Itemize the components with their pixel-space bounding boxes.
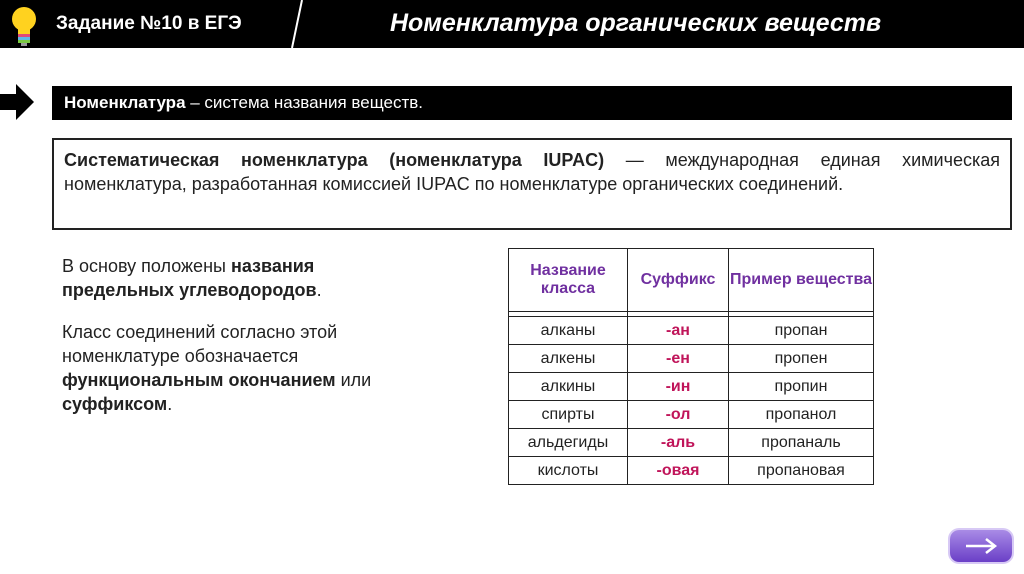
definition-bar [52, 86, 1012, 120]
table-row [509, 345, 874, 373]
text: или [335, 370, 372, 390]
iupac-term: Систематическая номенклатура (номенклатура IUPAC) [64, 150, 605, 170]
example-cell: пропен [729, 345, 874, 373]
text: В основу положены [62, 256, 231, 276]
example-cell: пропан [729, 317, 874, 345]
class-cell: алканы [509, 317, 628, 345]
suffix-cell: -ол [628, 401, 729, 429]
suffix-cell: -ин [628, 373, 729, 401]
iupac-text: — международная единая химическая номенклатура, разработанная комиссией IUPAC по номенклатуре органических соединений. [64, 150, 1000, 194]
explanation-text [62, 254, 402, 434]
suffix-cell: -овая [628, 457, 729, 485]
suffix-table [508, 248, 874, 485]
arrow-right-icon [0, 84, 36, 120]
table-header-row [509, 249, 874, 312]
task-label: Задание №10 в ЕГЭ [56, 13, 242, 34]
example-cell: пропанол [729, 401, 874, 429]
table-row [509, 401, 874, 429]
bold-text: функциональным окончанием [62, 370, 336, 390]
suffix-cell: -аль [628, 429, 729, 457]
class-cell: алкины [509, 373, 628, 401]
text: Класс соединений согласно этой номенклатуре обозначается [62, 322, 338, 366]
header-bar [0, 0, 1024, 48]
header-example: Пример вещества [729, 249, 874, 312]
class-cell: спирты [509, 401, 628, 429]
table-row [509, 373, 874, 401]
lightbulb-icon [6, 4, 42, 46]
class-cell: альдегиды [509, 429, 628, 457]
divider [290, 0, 304, 48]
text: . [167, 394, 173, 414]
iupac-definition [52, 138, 1012, 230]
header-class: Название класса [509, 249, 628, 312]
header-suffix: Суффикс [628, 249, 729, 312]
class-cell: кислоты [509, 457, 628, 485]
table-row [509, 457, 874, 485]
example-cell: пропин [729, 373, 874, 401]
example-cell: пропаналь [729, 429, 874, 457]
class-cell: алкены [509, 345, 628, 373]
paragraph-2 [62, 320, 402, 416]
next-button[interactable] [950, 530, 1012, 562]
page-title: Номенклатура органических веществ [390, 9, 882, 37]
bold-text: суффиксом [62, 394, 168, 414]
suffix-cell: -ан [628, 317, 729, 345]
next-arrow-icon [964, 538, 998, 554]
definition-text: – система названия веществ. [185, 93, 423, 112]
paragraph-1 [62, 254, 402, 302]
definition-term: Номенклатура [64, 93, 186, 112]
suffix-cell: -ен [628, 345, 729, 373]
table-row [509, 429, 874, 457]
table-row [509, 317, 874, 345]
bold-text: названия предельных углеводородов [62, 256, 317, 300]
example-cell: пропановая [729, 457, 874, 485]
text: . [316, 280, 322, 300]
